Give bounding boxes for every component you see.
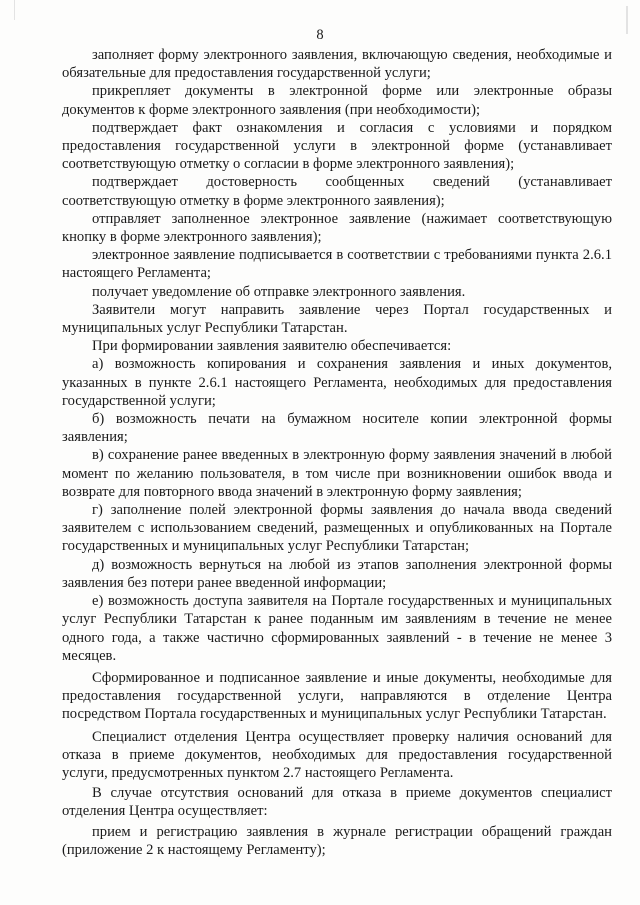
list-item-b: б) возможность печати на бумажном носителе копии электронной формы заявления; (62, 411, 612, 446)
paragraph-send-application: отправляет заполненное электронное заявление (нажимает соответствующую кнопку в форме электронного заявления); (62, 210, 612, 246)
scan-artifact-top-left (14, 0, 15, 20)
paragraph-registration: прием и регистрацию заявления в журнале регистрации обращений граждан (приложение 2 к настоящему Регламенту); (62, 823, 612, 858)
list-item-g: г) заполнение полей электронной формы заявления до начала ввода сведений заявителем с использованием сведений, размещенных и опубликованных на Портале государственных и муниципальных услуг Республики Татарстан; (62, 502, 612, 555)
document-body (62, 46, 612, 859)
page-number: 8 (316, 27, 324, 43)
paragraph-portal-submission: Заявители могут направить заявление через Портал государственных и муниципальных услуг Республики Татарстан. (62, 301, 612, 337)
scan-artifact-top-right (626, 6, 628, 34)
paragraph-notification: получает уведомление об отправке электронного заявления. (92, 283, 466, 300)
list-item-d: д) возможность вернуться на любой из этапов заполнения электронной формы заявления без потери ранее введенной информации; (62, 556, 612, 591)
paragraph-formed-application: Сформированное и подписанное заявление и иные документы, необходимые для предоставления государственной услуги, направляются в отделение Центра посредством Портала государственных и муниципальных услуг Республики Татарстан. (62, 669, 612, 723)
paragraph-no-grounds: В случае отсутствия оснований для отказа в приеме документов специалист отделения Центра осуществляет: (62, 785, 612, 820)
paragraph-confirm-accuracy: подтверждает достоверность сообщенных сведений (устанавливает соответствующую отметку в форме электронного заявления); (62, 174, 612, 209)
paragraph-fill-form: заполняет форму электронного заявления, включающую сведения, необходимые и обязательные для предоставления государственной услуги; (62, 47, 612, 82)
list-item-e: е) возможность доступа заявителя на Портале государственных и муниципальных услуг Республики Татарстан к ранее поданным им заявлениям в течение не менее одного года, а также частично сформированных заявлений - в течение не менее 3 месяцев. (62, 593, 612, 664)
list-item-v: в) сохранение ранее введенных в электронную форму заявления значений в любой момент по желанию пользователя, в том числе при возникновении ошибок ввода и возврате для повторного ввода значений в электронную форму заявления; (62, 447, 612, 500)
paragraph-provided-features: При формировании заявления заявителю обеспечивается: (92, 338, 452, 355)
paragraph-signature: электронное заявление подписывается в соответствии с требованиями пункта 2.6.1 настоящего Регламента; (62, 247, 612, 282)
paragraph-attach-documents: прикрепляет документы в электронной форме или электронные образы документов к форме электронного заявления (при необходимости); (62, 83, 612, 118)
list-item-a: а) возможность копирования и сохранения заявления и иных документов, указанных в пункте 2.6.1 настоящего Регламента, необходимых для предоставления государственной услуги; (62, 356, 612, 409)
paragraph-confirm-consent: подтверждает факт ознакомления и согласия с условиями и порядком предоставления государственной услуги в электронной форме (устанавливает соответствующую отметку о согласии в форме электронного заявления); (62, 119, 612, 173)
paragraph-specialist-check: Специалист отделения Центра осуществляет проверку наличия оснований для отказа в приеме документов, необходимых для предоставления государственной услуги, предусмотренных пунктом 2.7 настоящего Регламента. (62, 728, 612, 781)
